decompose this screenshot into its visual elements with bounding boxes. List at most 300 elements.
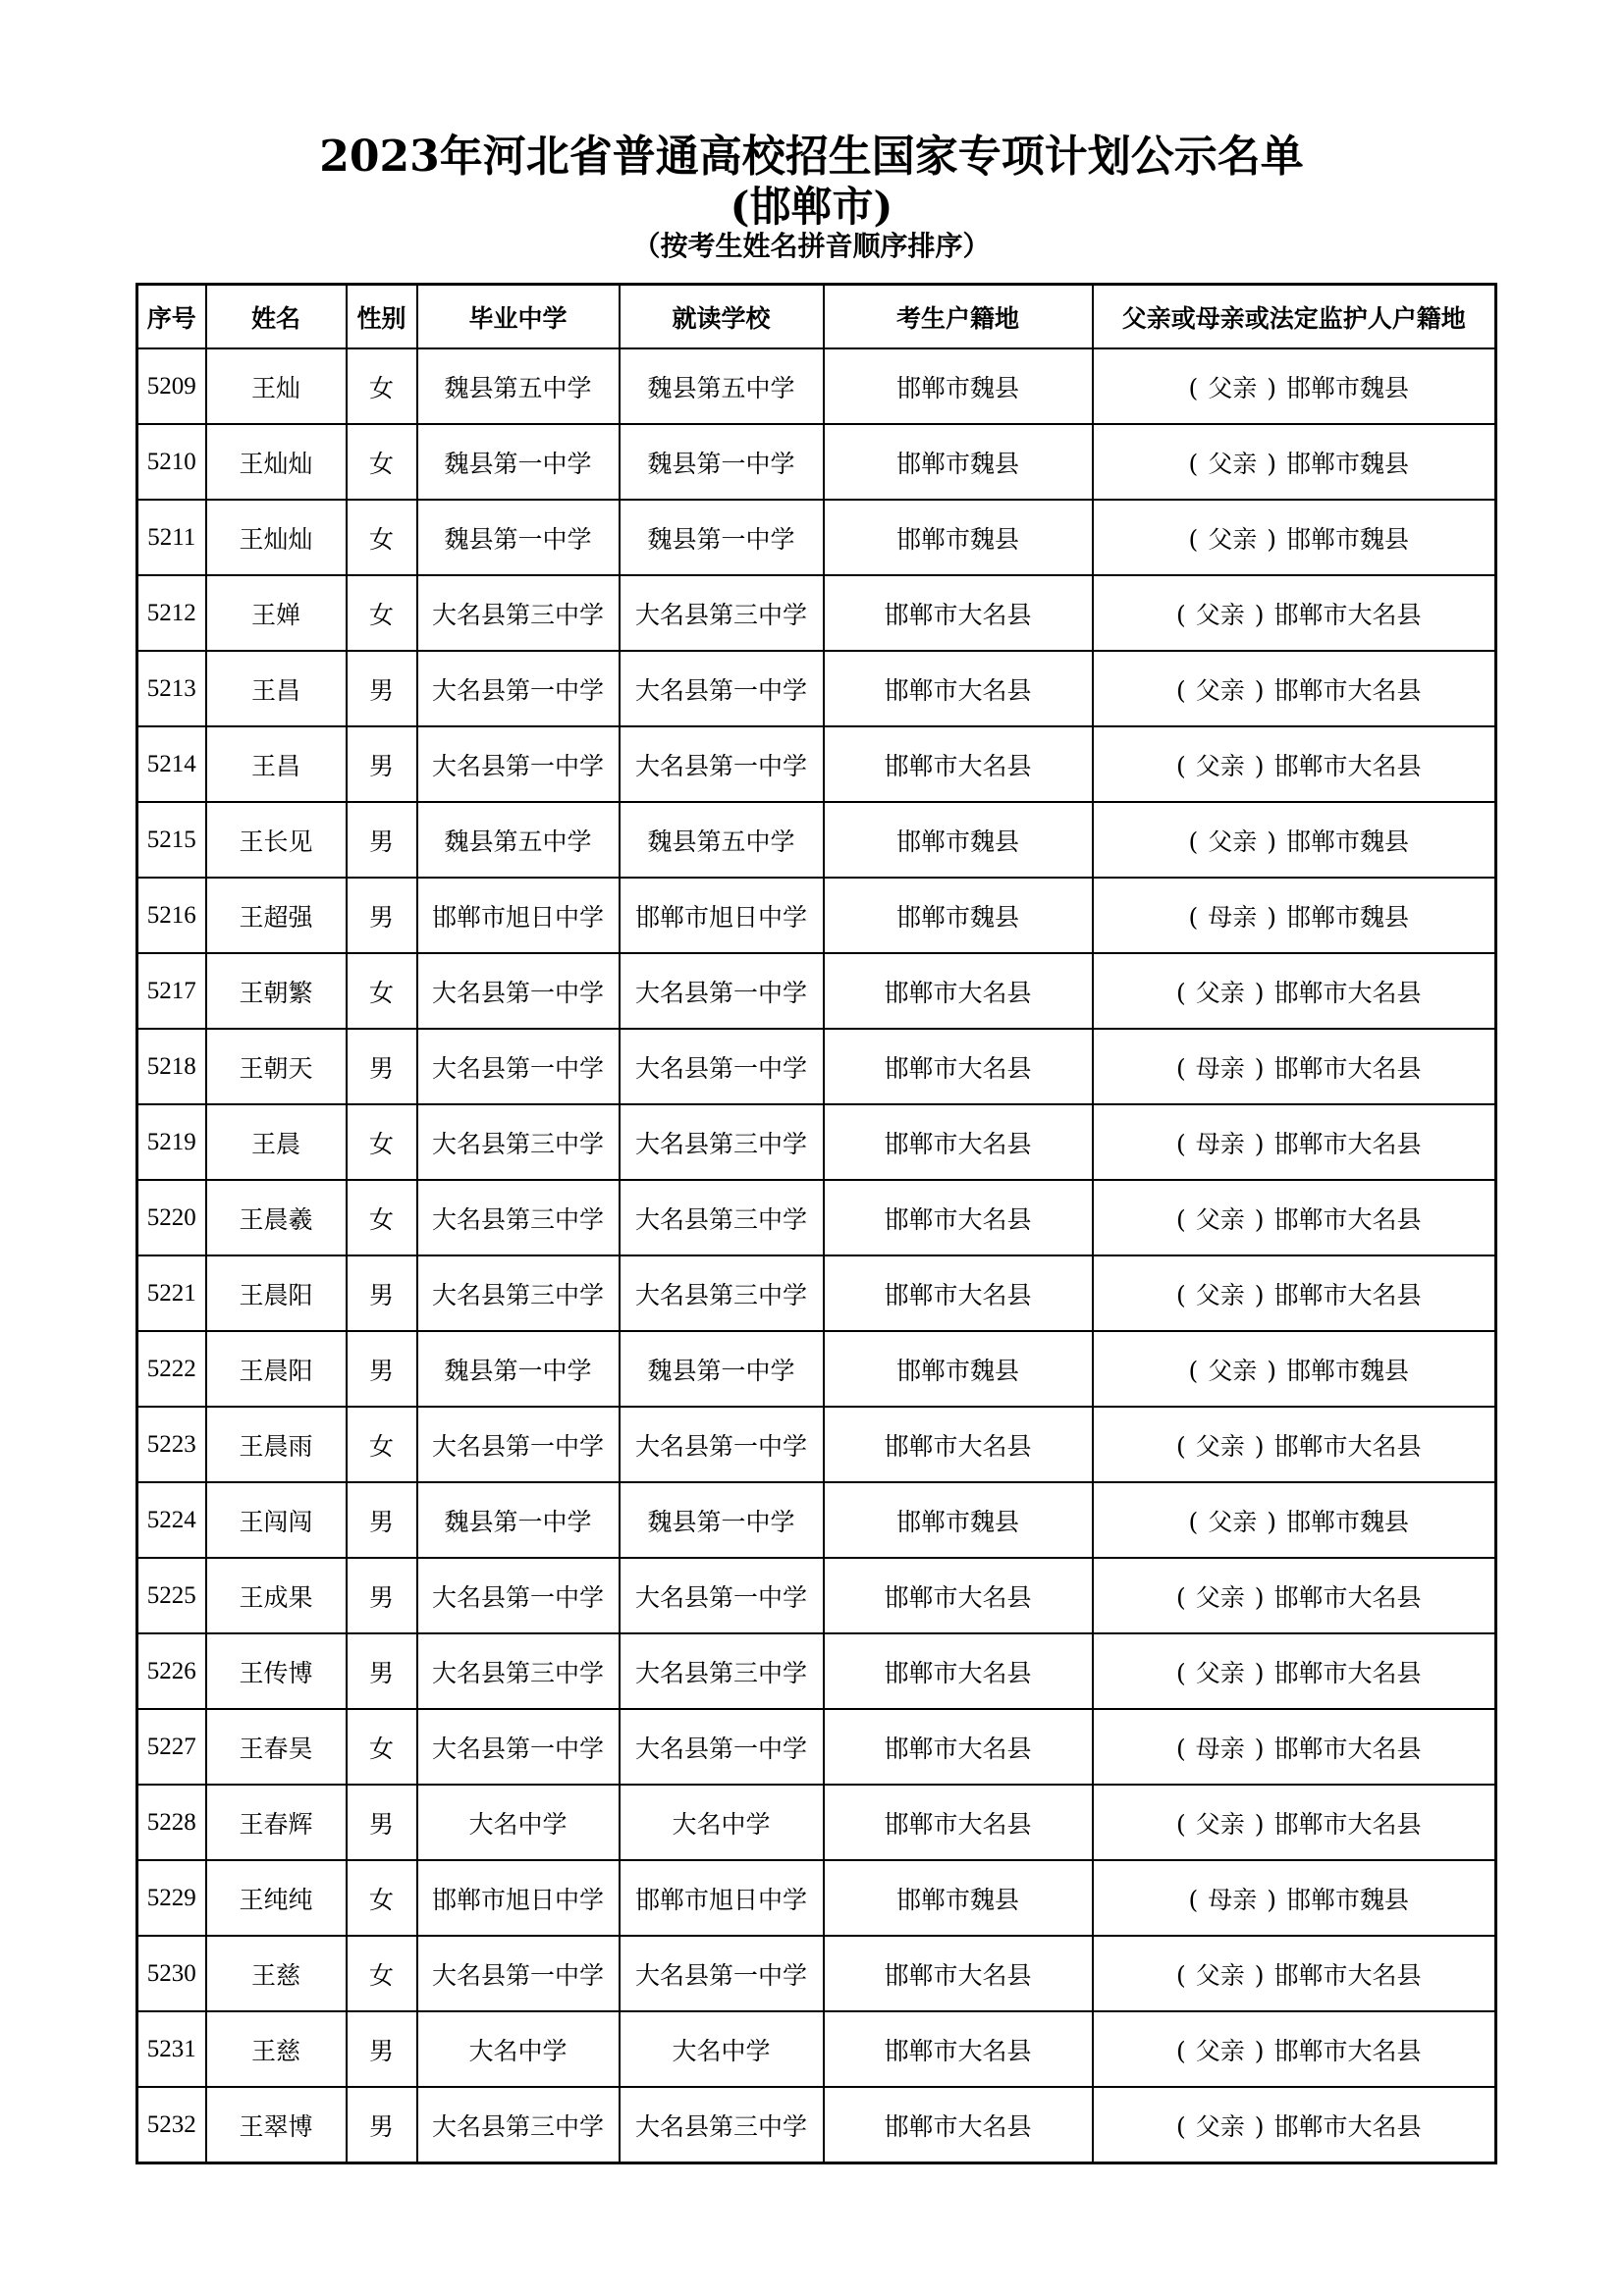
open-paren: ( xyxy=(1188,524,1199,554)
cell-name: 王晨羲 xyxy=(206,1180,347,1255)
table-row xyxy=(137,726,1496,802)
cell-gender: 男 xyxy=(347,2011,417,2087)
cell-no: 5232 xyxy=(137,2087,206,2163)
cell-current-school: 魏县第一中学 xyxy=(620,1331,824,1407)
table-row xyxy=(137,1633,1496,1709)
cell-gender: 男 xyxy=(347,1029,417,1104)
cell-grad-school: 魏县第一中学 xyxy=(417,500,620,575)
cell-guardian-hukou xyxy=(1093,651,1496,726)
cell-name: 王成果 xyxy=(206,1558,347,1633)
cell-grad-school: 大名县第一中学 xyxy=(417,1709,620,1785)
column-header-current-school: 就读学校 xyxy=(620,285,824,349)
close-paren: ) xyxy=(1254,1658,1265,1687)
guardian-hukou-place: 邯郸市魏县 xyxy=(1286,827,1410,856)
table-row xyxy=(137,1407,1496,1482)
cell-name: 王灿 xyxy=(206,348,347,424)
guardian-relation: 父亲 xyxy=(1195,2036,1245,2065)
guardian-hukou-place: 邯郸市大名县 xyxy=(1273,1582,1422,1612)
guardian-hukou-place: 邯郸市大名县 xyxy=(1273,1129,1422,1158)
table-row xyxy=(137,1029,1496,1104)
open-paren: ( xyxy=(1175,1204,1186,1234)
close-paren: ) xyxy=(1267,827,1277,856)
cell-guardian-hukou xyxy=(1093,1785,1496,1860)
table-row xyxy=(137,2011,1496,2087)
guardian-relation: 父亲 xyxy=(1195,2111,1245,2141)
open-paren: ( xyxy=(1188,1356,1199,1385)
guardian-relation: 母亲 xyxy=(1195,1129,1245,1158)
close-paren: ) xyxy=(1254,751,1265,780)
cell-name: 王昌 xyxy=(206,726,347,802)
close-paren: ) xyxy=(1254,1582,1265,1612)
guardian-hukou-place: 邯郸市魏县 xyxy=(1286,1356,1410,1385)
cell-hukou: 邯郸市大名县 xyxy=(824,575,1093,651)
guardian-hukou-place: 邯郸市大名县 xyxy=(1273,1431,1422,1461)
cell-gender: 男 xyxy=(347,2087,417,2163)
table-row xyxy=(137,1104,1496,1180)
cell-no: 5224 xyxy=(137,1482,206,1558)
cell-gender: 男 xyxy=(347,1482,417,1558)
cell-grad-school: 大名县第三中学 xyxy=(417,1633,620,1709)
cell-gender: 女 xyxy=(347,1936,417,2011)
table-row xyxy=(137,1558,1496,1633)
close-paren: ) xyxy=(1267,524,1277,554)
table-row xyxy=(137,1785,1496,1860)
cell-current-school: 魏县第五中学 xyxy=(620,802,824,878)
cell-grad-school: 魏县第一中学 xyxy=(417,1482,620,1558)
cell-no: 5215 xyxy=(137,802,206,878)
cell-guardian-hukou xyxy=(1093,2011,1496,2087)
column-header-grad-school: 毕业中学 xyxy=(417,285,620,349)
cell-hukou: 邯郸市魏县 xyxy=(824,878,1093,953)
cell-name: 王闯闯 xyxy=(206,1482,347,1558)
cell-gender: 女 xyxy=(347,953,417,1029)
guardian-relation: 父亲 xyxy=(1208,524,1258,554)
guardian-relation: 父亲 xyxy=(1208,827,1258,856)
cell-guardian-hukou xyxy=(1093,1407,1496,1482)
cell-hukou: 邯郸市大名县 xyxy=(824,726,1093,802)
column-header-hukou: 考生户籍地 xyxy=(824,285,1093,349)
cell-name: 王超强 xyxy=(206,878,347,953)
cell-hukou: 邯郸市大名县 xyxy=(824,1558,1093,1633)
cell-current-school: 大名县第三中学 xyxy=(620,2087,824,2163)
table-row xyxy=(137,802,1496,878)
cell-gender: 女 xyxy=(347,500,417,575)
cell-guardian-hukou xyxy=(1093,1633,1496,1709)
cell-hukou: 邯郸市大名县 xyxy=(824,2087,1093,2163)
cell-hukou: 邯郸市大名县 xyxy=(824,1255,1093,1331)
document-title: 2023年河北省普通高校招生国家专项计划公示名单 xyxy=(319,132,1304,182)
cell-grad-school: 大名县第一中学 xyxy=(417,953,620,1029)
open-paren: ( xyxy=(1188,827,1199,856)
cell-guardian-hukou xyxy=(1093,500,1496,575)
cell-hukou: 邯郸市大名县 xyxy=(824,1407,1093,1482)
guardian-relation: 母亲 xyxy=(1208,1885,1258,1914)
guardian-hukou-place: 邯郸市大名县 xyxy=(1273,1204,1422,1234)
guardian-hukou-place: 邯郸市魏县 xyxy=(1286,524,1410,554)
guardian-hukou-place: 邯郸市大名县 xyxy=(1273,2036,1422,2065)
guardian-relation: 父亲 xyxy=(1195,1582,1245,1612)
cell-current-school: 魏县第一中学 xyxy=(620,1482,824,1558)
open-paren: ( xyxy=(1175,978,1186,1007)
cell-gender: 女 xyxy=(347,575,417,651)
cell-hukou: 邯郸市魏县 xyxy=(824,1482,1093,1558)
open-paren: ( xyxy=(1188,1885,1199,1914)
cell-name: 王晨阳 xyxy=(206,1255,347,1331)
table-row xyxy=(137,651,1496,726)
guardian-relation: 父亲 xyxy=(1208,449,1258,478)
cell-current-school: 邯郸市旭日中学 xyxy=(620,1860,824,1936)
cell-grad-school: 大名中学 xyxy=(417,1785,620,1860)
cell-current-school: 大名县第一中学 xyxy=(620,726,824,802)
cell-no: 5221 xyxy=(137,1255,206,1331)
cell-gender: 男 xyxy=(347,651,417,726)
cell-gender: 男 xyxy=(347,1558,417,1633)
cell-no: 5217 xyxy=(137,953,206,1029)
guardian-hukou-place: 邯郸市魏县 xyxy=(1286,1885,1410,1914)
open-paren: ( xyxy=(1175,2036,1186,2065)
roster-table xyxy=(135,283,1497,2164)
close-paren: ) xyxy=(1254,2036,1265,2065)
cell-no: 5222 xyxy=(137,1331,206,1407)
cell-guardian-hukou xyxy=(1093,1558,1496,1633)
cell-current-school: 大名县第三中学 xyxy=(620,1255,824,1331)
open-paren: ( xyxy=(1175,600,1186,629)
cell-gender: 男 xyxy=(347,1633,417,1709)
cell-hukou: 邯郸市大名县 xyxy=(824,1104,1093,1180)
close-paren: ) xyxy=(1254,675,1265,705)
cell-no: 5229 xyxy=(137,1860,206,1936)
roster-body xyxy=(137,348,1496,2163)
table-row xyxy=(137,1331,1496,1407)
cell-guardian-hukou xyxy=(1093,1255,1496,1331)
guardian-hukou-place: 邯郸市魏县 xyxy=(1286,902,1410,932)
guardian-hukou-place: 邯郸市大名县 xyxy=(1273,1960,1422,1990)
close-paren: ) xyxy=(1267,449,1277,478)
cell-current-school: 大名中学 xyxy=(620,1785,824,1860)
open-paren: ( xyxy=(1175,2111,1186,2141)
cell-hukou: 邯郸市魏县 xyxy=(824,1331,1093,1407)
cell-guardian-hukou xyxy=(1093,953,1496,1029)
close-paren: ) xyxy=(1267,1356,1277,1385)
cell-no: 5209 xyxy=(137,348,206,424)
table-row xyxy=(137,1180,1496,1255)
cell-grad-school: 大名县第一中学 xyxy=(417,1029,620,1104)
cell-guardian-hukou xyxy=(1093,1482,1496,1558)
close-paren: ) xyxy=(1254,1129,1265,1158)
cell-no: 5230 xyxy=(137,1936,206,2011)
open-paren: ( xyxy=(1175,1053,1186,1083)
cell-no: 5220 xyxy=(137,1180,206,1255)
cell-current-school: 大名县第三中学 xyxy=(620,575,824,651)
close-paren: ) xyxy=(1254,1280,1265,1309)
cell-gender: 男 xyxy=(347,726,417,802)
cell-gender: 女 xyxy=(347,1407,417,1482)
cell-hukou: 邯郸市魏县 xyxy=(824,1860,1093,1936)
cell-name: 王朝天 xyxy=(206,1029,347,1104)
guardian-hukou-place: 邯郸市魏县 xyxy=(1286,449,1410,478)
cell-no: 5211 xyxy=(137,500,206,575)
cell-current-school: 大名县第一中学 xyxy=(620,1936,824,2011)
guardian-relation: 父亲 xyxy=(1195,1204,1245,1234)
cell-no: 5213 xyxy=(137,651,206,726)
guardian-relation: 父亲 xyxy=(1195,1658,1245,1687)
open-paren: ( xyxy=(1175,1431,1186,1461)
cell-hukou: 邯郸市大名县 xyxy=(824,953,1093,1029)
table-row xyxy=(137,878,1496,953)
guardian-hukou-place: 邯郸市大名县 xyxy=(1273,1809,1422,1839)
guardian-relation: 父亲 xyxy=(1195,1809,1245,1839)
cell-gender: 男 xyxy=(347,1255,417,1331)
table-row xyxy=(137,1255,1496,1331)
open-paren: ( xyxy=(1188,449,1199,478)
table-row xyxy=(137,348,1496,424)
guardian-hukou-place: 邯郸市魏县 xyxy=(1286,373,1410,402)
cell-name: 王晨雨 xyxy=(206,1407,347,1482)
column-header-name: 姓名 xyxy=(206,285,347,349)
cell-hukou: 邯郸市魏县 xyxy=(824,500,1093,575)
guardian-hukou-place: 邯郸市大名县 xyxy=(1273,1053,1422,1083)
cell-gender: 男 xyxy=(347,878,417,953)
cell-name: 王晨阳 xyxy=(206,1331,347,1407)
guardian-relation: 母亲 xyxy=(1195,1734,1245,1763)
open-paren: ( xyxy=(1175,1960,1186,1990)
cell-gender: 女 xyxy=(347,1104,417,1180)
column-header-no: 序号 xyxy=(137,285,206,349)
cell-no: 5223 xyxy=(137,1407,206,1482)
city-subtitle: (邯郸市) xyxy=(730,183,893,231)
cell-guardian-hukou xyxy=(1093,1331,1496,1407)
cell-grad-school: 魏县第五中学 xyxy=(417,802,620,878)
cell-name: 王婵 xyxy=(206,575,347,651)
cell-gender: 女 xyxy=(347,424,417,500)
cell-guardian-hukou xyxy=(1093,1180,1496,1255)
open-paren: ( xyxy=(1175,675,1186,705)
cell-current-school: 邯郸市旭日中学 xyxy=(620,878,824,953)
cell-guardian-hukou xyxy=(1093,1029,1496,1104)
close-paren: ) xyxy=(1267,1885,1277,1914)
cell-guardian-hukou xyxy=(1093,1860,1496,1936)
cell-current-school: 魏县第一中学 xyxy=(620,424,824,500)
cell-hukou: 邯郸市魏县 xyxy=(824,424,1093,500)
cell-current-school: 大名县第一中学 xyxy=(620,953,824,1029)
cell-guardian-hukou xyxy=(1093,726,1496,802)
cell-current-school: 大名县第一中学 xyxy=(620,1407,824,1482)
cell-grad-school: 大名中学 xyxy=(417,2011,620,2087)
guardian-hukou-place: 邯郸市大名县 xyxy=(1273,675,1422,705)
guardian-hukou-place: 邯郸市大名县 xyxy=(1273,1658,1422,1687)
cell-hukou: 邯郸市大名县 xyxy=(824,1936,1093,2011)
column-header-guardian-hukou: 父亲或母亲或法定监护人户籍地 xyxy=(1093,285,1496,349)
cell-no: 5210 xyxy=(137,424,206,500)
cell-name: 王翠博 xyxy=(206,2087,347,2163)
cell-grad-school: 大名县第三中学 xyxy=(417,1180,620,1255)
close-paren: ) xyxy=(1254,1431,1265,1461)
close-paren: ) xyxy=(1254,978,1265,1007)
cell-gender: 女 xyxy=(347,348,417,424)
cell-hukou: 邯郸市魏县 xyxy=(824,802,1093,878)
cell-guardian-hukou xyxy=(1093,575,1496,651)
guardian-hukou-place: 邯郸市大名县 xyxy=(1273,2111,1422,2141)
guardian-relation: 父亲 xyxy=(1195,1960,1245,1990)
table-header-row xyxy=(137,285,1496,349)
cell-grad-school: 大名县第一中学 xyxy=(417,1558,620,1633)
open-paren: ( xyxy=(1175,1734,1186,1763)
cell-hukou: 邯郸市大名县 xyxy=(824,1785,1093,1860)
guardian-hukou-place: 邯郸市大名县 xyxy=(1273,1280,1422,1309)
close-paren: ) xyxy=(1254,1734,1265,1763)
table-row xyxy=(137,2087,1496,2163)
open-paren: ( xyxy=(1188,902,1199,932)
cell-name: 王灿灿 xyxy=(206,500,347,575)
cell-current-school: 魏县第一中学 xyxy=(620,500,824,575)
table-row xyxy=(137,575,1496,651)
guardian-relation: 父亲 xyxy=(1208,1507,1258,1536)
close-paren: ) xyxy=(1254,1960,1265,1990)
guardian-hukou-place: 邯郸市大名县 xyxy=(1273,600,1422,629)
cell-current-school: 大名县第一中学 xyxy=(620,1558,824,1633)
cell-gender: 女 xyxy=(347,1709,417,1785)
cell-current-school: 大名县第三中学 xyxy=(620,1104,824,1180)
cell-gender: 男 xyxy=(347,1331,417,1407)
cell-no: 5212 xyxy=(137,575,206,651)
guardian-relation: 父亲 xyxy=(1195,1280,1245,1309)
cell-gender: 女 xyxy=(347,1860,417,1936)
cell-no: 5231 xyxy=(137,2011,206,2087)
guardian-relation: 父亲 xyxy=(1208,373,1258,402)
guardian-hukou-place: 邯郸市大名县 xyxy=(1273,1734,1422,1763)
cell-current-school: 大名县第一中学 xyxy=(620,651,824,726)
guardian-relation: 父亲 xyxy=(1195,675,1245,705)
table-row xyxy=(137,1936,1496,2011)
guardian-hukou-place: 邯郸市魏县 xyxy=(1286,1507,1410,1536)
close-paren: ) xyxy=(1254,1204,1265,1234)
cell-hukou: 邯郸市大名县 xyxy=(824,1709,1093,1785)
guardian-relation: 母亲 xyxy=(1195,1053,1245,1083)
cell-name: 王慈 xyxy=(206,1936,347,2011)
guardian-relation: 父亲 xyxy=(1195,1431,1245,1461)
guardian-hukou-place: 邯郸市大名县 xyxy=(1273,751,1422,780)
cell-grad-school: 大名县第三中学 xyxy=(417,1255,620,1331)
cell-guardian-hukou xyxy=(1093,802,1496,878)
cell-current-school: 大名县第三中学 xyxy=(620,1633,824,1709)
open-paren: ( xyxy=(1188,1507,1199,1536)
cell-no: 5225 xyxy=(137,1558,206,1633)
cell-no: 5218 xyxy=(137,1029,206,1104)
close-paren: ) xyxy=(1254,2111,1265,2141)
table-row xyxy=(137,1482,1496,1558)
cell-grad-school: 魏县第一中学 xyxy=(417,1331,620,1407)
cell-guardian-hukou xyxy=(1093,2087,1496,2163)
cell-grad-school: 大名县第一中学 xyxy=(417,726,620,802)
open-paren: ( xyxy=(1175,1280,1186,1309)
close-paren: ) xyxy=(1267,902,1277,932)
cell-name: 王纯纯 xyxy=(206,1860,347,1936)
table-row xyxy=(137,1709,1496,1785)
table-row xyxy=(137,953,1496,1029)
open-paren: ( xyxy=(1175,1129,1186,1158)
cell-guardian-hukou xyxy=(1093,1104,1496,1180)
cell-guardian-hukou xyxy=(1093,424,1496,500)
guardian-relation: 母亲 xyxy=(1208,902,1258,932)
cell-hukou: 邯郸市大名县 xyxy=(824,651,1093,726)
cell-grad-school: 魏县第一中学 xyxy=(417,424,620,500)
table-row xyxy=(137,424,1496,500)
cell-no: 5227 xyxy=(137,1709,206,1785)
cell-name: 王春辉 xyxy=(206,1785,347,1860)
cell-hukou: 邯郸市魏县 xyxy=(824,348,1093,424)
guardian-relation: 父亲 xyxy=(1195,600,1245,629)
cell-gender: 男 xyxy=(347,802,417,878)
guardian-relation: 父亲 xyxy=(1208,1356,1258,1385)
open-paren: ( xyxy=(1175,751,1186,780)
open-paren: ( xyxy=(1188,373,1199,402)
cell-grad-school: 大名县第三中学 xyxy=(417,2087,620,2163)
cell-name: 王传博 xyxy=(206,1633,347,1709)
close-paren: ) xyxy=(1254,600,1265,629)
open-paren: ( xyxy=(1175,1809,1186,1839)
cell-name: 王春昊 xyxy=(206,1709,347,1785)
cell-current-school: 大名中学 xyxy=(620,2011,824,2087)
cell-grad-school: 魏县第五中学 xyxy=(417,348,620,424)
cell-no: 5216 xyxy=(137,878,206,953)
cell-name: 王昌 xyxy=(206,651,347,726)
cell-name: 王朝繁 xyxy=(206,953,347,1029)
cell-no: 5219 xyxy=(137,1104,206,1180)
cell-gender: 女 xyxy=(347,1180,417,1255)
cell-grad-school: 大名县第一中学 xyxy=(417,651,620,726)
sort-note: （按考生姓名拼音顺序排序） xyxy=(632,230,991,262)
cell-guardian-hukou xyxy=(1093,1709,1496,1785)
cell-no: 5228 xyxy=(137,1785,206,1860)
cell-grad-school: 大名县第一中学 xyxy=(417,1936,620,2011)
cell-hukou: 邯郸市大名县 xyxy=(824,1029,1093,1104)
cell-no: 5226 xyxy=(137,1633,206,1709)
cell-current-school: 大名县第一中学 xyxy=(620,1709,824,1785)
cell-grad-school: 邯郸市旭日中学 xyxy=(417,1860,620,1936)
close-paren: ) xyxy=(1254,1053,1265,1083)
guardian-relation: 父亲 xyxy=(1195,978,1245,1007)
cell-guardian-hukou xyxy=(1093,878,1496,953)
close-paren: ) xyxy=(1267,373,1277,402)
cell-grad-school: 邯郸市旭日中学 xyxy=(417,878,620,953)
table-row xyxy=(137,1860,1496,1936)
cell-no: 5214 xyxy=(137,726,206,802)
cell-name: 王晨 xyxy=(206,1104,347,1180)
guardian-hukou-place: 邯郸市大名县 xyxy=(1273,978,1422,1007)
cell-name: 王慈 xyxy=(206,2011,347,2087)
cell-guardian-hukou xyxy=(1093,1936,1496,2011)
cell-guardian-hukou xyxy=(1093,348,1496,424)
open-paren: ( xyxy=(1175,1582,1186,1612)
close-paren: ) xyxy=(1267,1507,1277,1536)
close-paren: ) xyxy=(1254,1809,1265,1839)
cell-hukou: 邯郸市大名县 xyxy=(824,1180,1093,1255)
cell-current-school: 大名县第三中学 xyxy=(620,1180,824,1255)
cell-current-school: 大名县第一中学 xyxy=(620,1029,824,1104)
cell-name: 王长见 xyxy=(206,802,347,878)
cell-gender: 男 xyxy=(347,1785,417,1860)
cell-name: 王灿灿 xyxy=(206,424,347,500)
column-header-gender: 性别 xyxy=(347,285,417,349)
cell-grad-school: 大名县第三中学 xyxy=(417,575,620,651)
cell-grad-school: 大名县第三中学 xyxy=(417,1104,620,1180)
cell-grad-school: 大名县第一中学 xyxy=(417,1407,620,1482)
cell-hukou: 邯郸市大名县 xyxy=(824,2011,1093,2087)
guardian-relation: 父亲 xyxy=(1195,751,1245,780)
cell-current-school: 魏县第五中学 xyxy=(620,348,824,424)
cell-hukou: 邯郸市大名县 xyxy=(824,1633,1093,1709)
table-row xyxy=(137,500,1496,575)
